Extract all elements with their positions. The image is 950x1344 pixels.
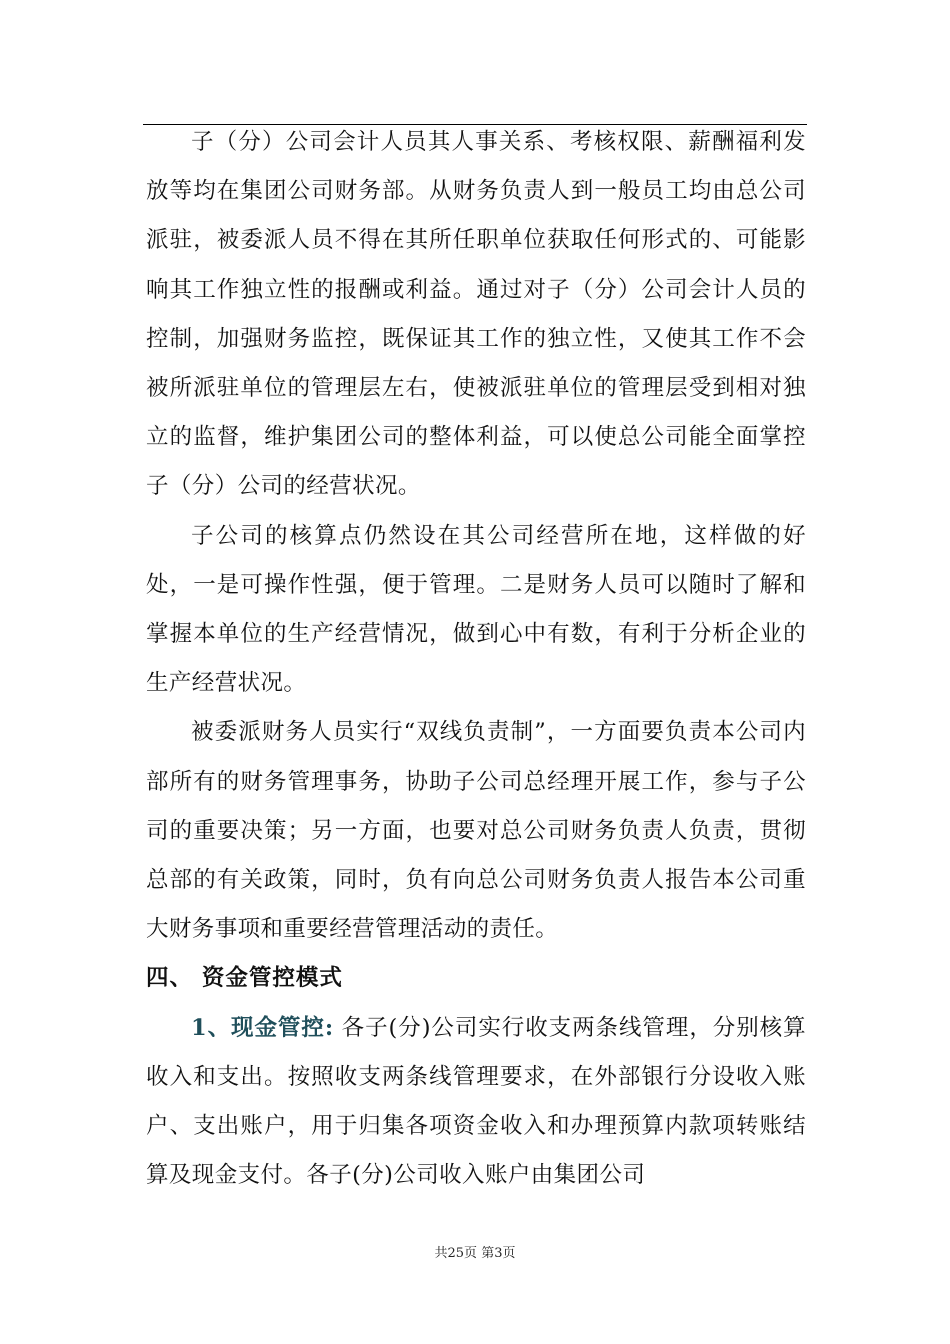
paragraph-cash-control xyxy=(146,1004,806,1201)
paragraph-accounting-location: 子公司的核算点仍然设在其公司经营所在地，这样做的好处，一是可操作性强，便于管理。二是财务人员可以随时了解和掌握本单位的生产经营情况，做到心中有数，有利于分析企业的生产经营状况。 xyxy=(146,522,806,697)
subsection-text: 各子(分)公司实行收支两条线管理，分别核算收入和支出。按照收支两条线管理要求，在外部银行分设收入账户、支出账户，用于归集各项资金收入和办理预算内款项转账结算及现金支付。各子(分)公司收入账户由集团公司 xyxy=(146,1014,807,1189)
section-heading: 四、 资金管控模式 xyxy=(146,965,343,992)
paragraph-accountant-personnel: 子（分）公司会计人员其人事关系、考核权限、薪酬福利发放等均在集团公司财务部。从财务负责人到一般员工均由总公司派驻，被委派人员不得在其所任职单位获取任何形式的、可能影响其工作独立性的报酬或利益。通过对子（分）公司会计人员的控制，加强财务监控，既保证其工作的独立性，又使其工作不会被所派驻单位的管理层左右，使被派驻单位的管理层受到相对独立的监督，维护集团公司的整体利益，可以使总公司能全面掌控子（分）公司的经营状况。 xyxy=(146,129,806,500)
page-footer: 共25页 第3页 xyxy=(434,1246,516,1261)
paragraph-dual-responsibility: 被委派财务人员实行“双线负责制”，一方面要负责本公司内部所有的财务管理事务，协助子公司总经理开展工作，参与子公司的重要决策；另一方面，也要对总公司财务负责人负责，贯彻总部的有关政策，同时，负有向总公司财务负责人报告本公司重大财务事项和重要经营管理活动的责任。 xyxy=(146,719,806,943)
document-body xyxy=(146,118,806,1200)
subsection-lead: 1、现金管控: xyxy=(191,1014,334,1041)
